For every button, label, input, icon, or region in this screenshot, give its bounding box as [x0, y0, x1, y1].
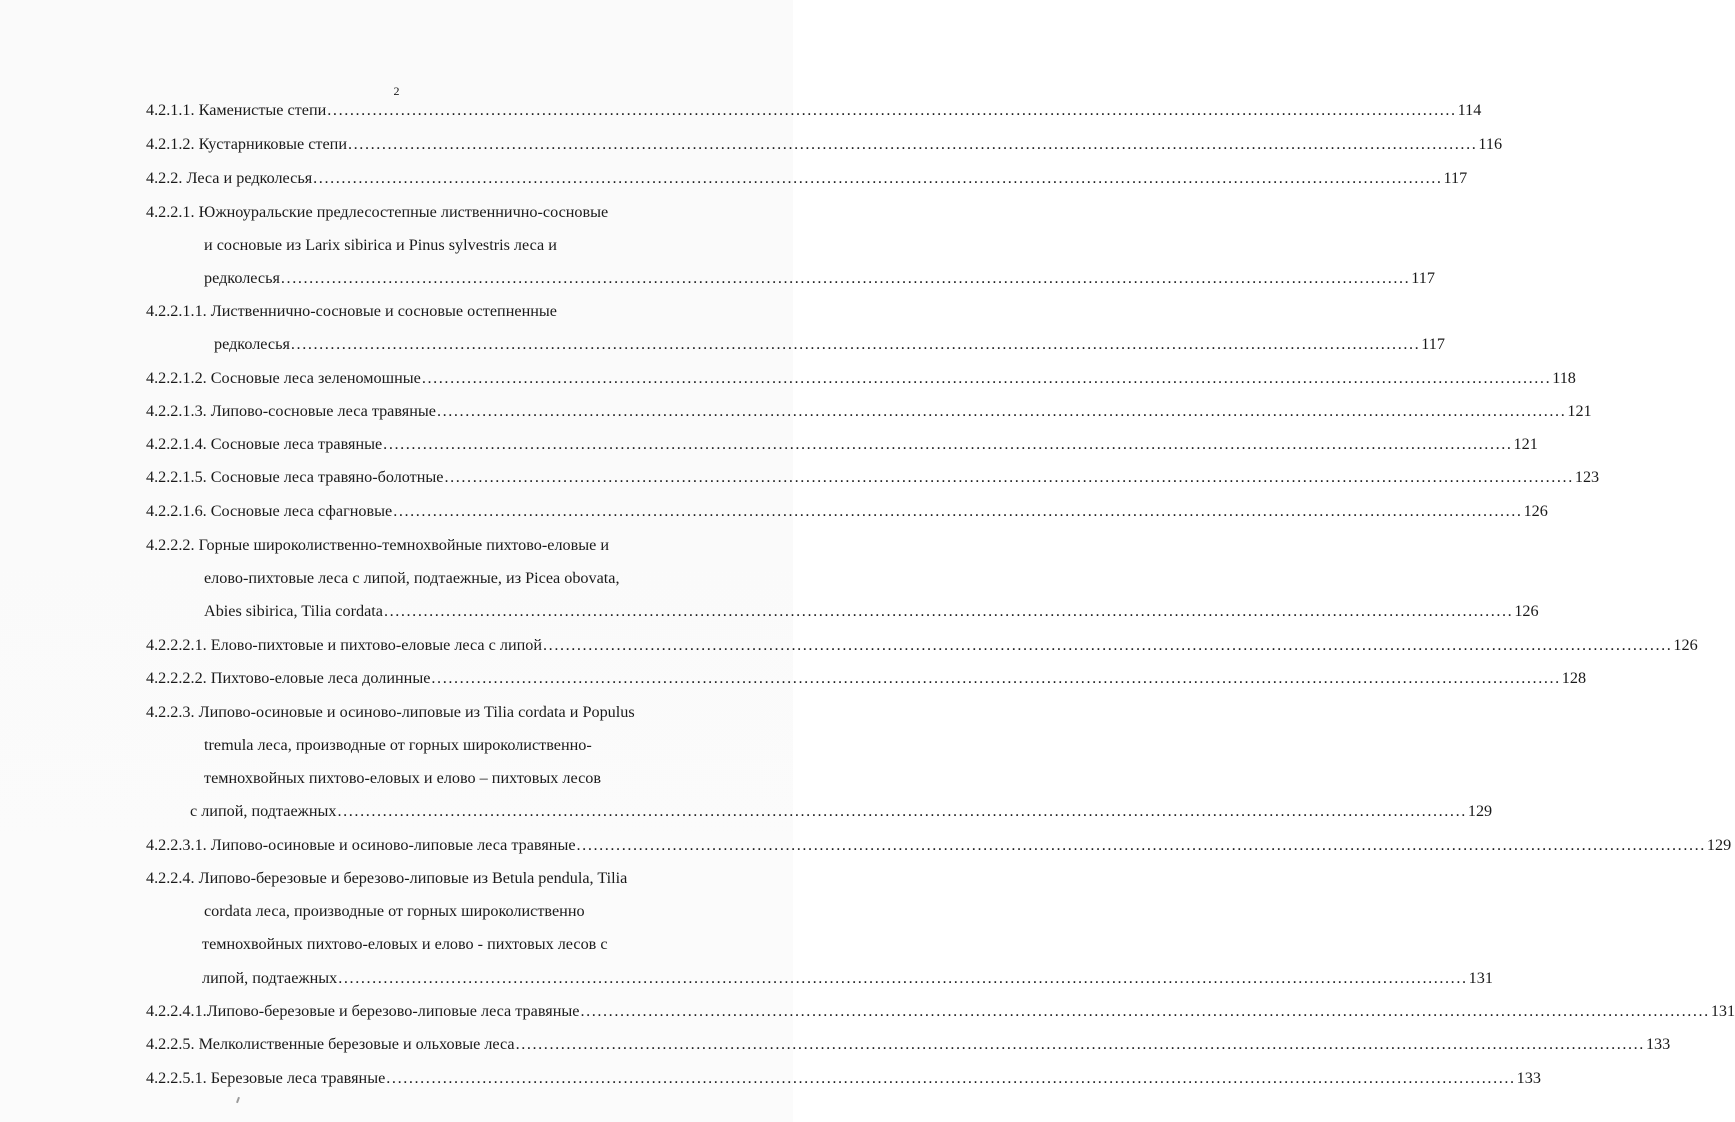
toc-page-ref: 128: [1561, 669, 1587, 687]
dot-leader: ........................................................................................................................................................................................................: [290, 335, 1421, 353]
toc-entry-continuation[interactable]: редколесья ........................................................................................................................................................................................................ 117: [204, 266, 726, 290]
toc-entry-continuation[interactable]: редколесья ........................................................................................................................................................................................................ 117: [214, 332, 726, 356]
toc-page-ref: 117: [1443, 169, 1468, 187]
dot-leader: ........................................................................................................................................................................................................: [576, 836, 1706, 854]
toc-entry[interactable]: 4.2.2.1.5. Сосновые леса травяно-болотные ........................................................................................................................................................................................................ 123: [146, 465, 730, 489]
dot-leader: ........................................................................................................................................................................................................: [337, 802, 1467, 820]
toc-page-ref: 118: [1552, 369, 1576, 387]
dot-leader: ........................................................................................................................................................................................................: [280, 269, 1411, 287]
toc-entry[interactable]: 4.2.2.1.1. Лиственнично-сосновые и сосновые остепненные: [146, 302, 557, 320]
dot-leader: ........................................................................................................................................................................................................: [327, 101, 1457, 119]
dot-leader: ........................................................................................................................................................................................................: [421, 369, 1552, 387]
toc-entry[interactable]: 4.2.2. Леса и редколесья ........................................................................................................................................................................................................ 117: [146, 166, 726, 190]
dot-leader: ........................................................................................................................................................................................................: [348, 135, 1478, 153]
toc-page-ref: 131: [1468, 969, 1493, 987]
toc-entry-continuation[interactable]: и сосновые из Larix sibirica и Pinus sylvestris леса и: [204, 236, 557, 254]
toc-page-ref: 133: [1516, 1069, 1541, 1087]
toc-page-ref: 129: [1467, 802, 1493, 820]
toc-page-ref: 129: [1706, 836, 1732, 854]
toc-page-ref: 133: [1645, 1035, 1671, 1053]
toc-page-ref: 121: [1513, 435, 1538, 453]
toc-entry-continuation[interactable]: cordata леса, производные от горных широколиственно: [204, 902, 585, 920]
toc-page-ref: 121: [1567, 402, 1592, 420]
toc-entry-continuation[interactable]: темнохвойных пихтово-еловых и елово - пихтовых лесов с: [202, 935, 608, 953]
toc-entry[interactable]: 4.2.2.1.6. Сосновые леса сфагновые ........................................................................................................................................................................................................ 126: [146, 499, 730, 523]
toc-page-ref: 116: [1478, 135, 1503, 153]
toc-entry[interactable]: 4.2.2.4. Липово-березовые и березово-липовые из Betula pendula, Tilia: [146, 869, 628, 887]
dot-leader: ........................................................................................................................................................................................................: [313, 169, 1443, 187]
dot-leader: ........................................................................................................................................................................................................: [393, 502, 1523, 520]
toc-entry-continuation[interactable]: елово-пихтовые леса с липой, подтаежные, из Picea obovata,: [204, 569, 620, 587]
toc-page-ref: 123: [1574, 468, 1600, 486]
toc-entry[interactable]: 4.2.2.4.1.Липово-березовые и березово-липовые леса травяные ........................................................................................................................................................................................................ 131: [146, 999, 722, 1023]
toc-page-ref: 114: [1457, 101, 1482, 119]
toc-page-ref: 117: [1411, 269, 1435, 287]
toc-entry[interactable]: 4.2.2.5. Мелколиственные березовые и ольховые леса ........................................................................................................................................................................................................ 133: [146, 1032, 722, 1056]
dot-leader: ........................................................................................................................................................................................................: [338, 969, 1468, 987]
toc-entry[interactable]: 4.2.1.2. Кустарниковые степи ........................................................................................................................................................................................................ 116: [146, 132, 726, 156]
dot-leader: ........................................................................................................................................................................................................: [436, 402, 1567, 420]
dot-leader: ........................................................................................................................................................................................................: [383, 435, 1513, 453]
toc-entry[interactable]: 4.2.1.1. Каменистые степи ........................................................................................................................................................................................................ 114: [146, 98, 730, 122]
dot-leader: ........................................................................................................................................................................................................: [515, 1035, 1645, 1053]
dot-leader: ........................................................................................................................................................................................................: [444, 468, 1574, 486]
toc-entry-continuation[interactable]: tremula леса, производные от горных широколиственно-: [204, 736, 592, 754]
dot-leader: ........................................................................................................................................................................................................: [543, 636, 1673, 654]
toc-page-ref: 117: [1421, 335, 1445, 353]
toc-entry[interactable]: 4.2.2.3. Липово-осиновые и осиново-липовые из Tilia cordata и Populus: [146, 703, 635, 721]
toc-entry-continuation[interactable]: с липой, подтаежных ........................................................................................................................................................................................................ 129: [190, 799, 726, 823]
dot-leader: ........................................................................................................................................................................................................: [431, 669, 1561, 687]
toc-page-ref: 126: [1523, 502, 1548, 520]
toc-page-ref: 126: [1673, 636, 1698, 654]
toc-entry-continuation[interactable]: липой, подтаежных ........................................................................................................................................................................................................ 131: [202, 966, 724, 990]
dot-leader: ........................................................................................................................................................................................................: [383, 602, 1514, 620]
toc-entry-continuation[interactable]: темнохвойных пихтово-еловых и елово – пихтовых лесов: [204, 769, 602, 787]
page-number: 2: [393, 84, 400, 98]
toc-entry[interactable]: 4.2.2.1.4. Сосновые леса травяные ........................................................................................................................................................................................................ 121: [146, 432, 730, 456]
toc-entry[interactable]: 4.2.2.2. Горные широколиственно-темнохвойные пихтово-еловые и: [146, 536, 610, 554]
toc-page-ref: 131: [1710, 1002, 1735, 1020]
toc-page-ref: 126: [1514, 602, 1539, 620]
toc-entry[interactable]: 4.2.2.1.2. Сосновые леса зеленомошные ........................................................................................................................................................................................................ 118: [146, 366, 730, 390]
dot-leader: ........................................................................................................................................................................................................: [386, 1069, 1516, 1087]
toc-entry[interactable]: 4.2.2.5.1. Березовые леса травяные ........................................................................................................................................................................................................ 133: [146, 1066, 722, 1090]
toc-entry[interactable]: 4.2.2.1.3. Липово-сосновые леса травяные ........................................................................................................................................................................................................ 121: [146, 399, 730, 423]
toc-entry[interactable]: 4.2.2.2.2. Пихтово-еловые леса долинные ........................................................................................................................................................................................................ 128: [146, 666, 734, 690]
toc-entry[interactable]: 4.2.2.2.1. Елово-пихтовые и пихтово-еловые леса с липой ........................................................................................................................................................................................................ 126: [146, 633, 734, 657]
dot-leader: ........................................................................................................................................................................................................: [580, 1002, 1710, 1020]
toc-entry[interactable]: 4.2.2.3.1. Липово-осиновые и осиново-липовые леса травяные ........................................................................................................................................................................................................ 129: [146, 833, 730, 857]
toc-entry[interactable]: 4.2.2.1. Южноуральские предлесостепные лиственнично-сосновые: [146, 203, 609, 221]
toc-entry-continuation[interactable]: Abies sibirica, Tilia cordata ........................................................................................................................................................................................................ 126: [204, 599, 734, 623]
